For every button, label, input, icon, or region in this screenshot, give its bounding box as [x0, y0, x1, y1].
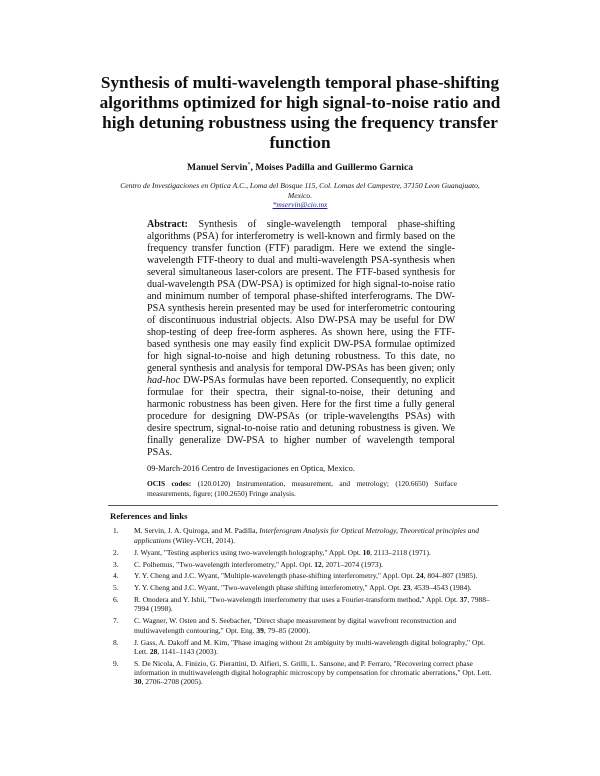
- reference-item: [113, 560, 493, 569]
- abstract-label: Abstract:: [147, 218, 188, 230]
- reference-volume: 30: [134, 677, 142, 687]
- reference-body: J. Gass, A. Dakoff and M. Kim, "Phase imaging without 2π ambiguity by multi-wavelength digital holography," Opt. Lett.: [134, 637, 486, 656]
- reference-number: 9.: [113, 658, 119, 668]
- reference-item: [113, 583, 493, 592]
- affiliation: Centro de Investigaciones en Optica A.C., Loma del Bosque 115, Col. Lomas del Campestre, 37150 Leon Guanajuato, Mexico.: [120, 181, 480, 200]
- reference-item: [113, 571, 493, 580]
- reference-tail: , 7988–7994 (1998).: [134, 595, 490, 614]
- reference-tail: , 79–85 (2000).: [263, 625, 311, 635]
- reference-volume: 37: [459, 595, 468, 605]
- abstract: [147, 219, 455, 460]
- reference-text: [134, 583, 493, 592]
- ocis-label: OCIS codes:: [147, 479, 192, 489]
- affiliation-block: [115, 181, 485, 210]
- reference-item: [113, 638, 493, 657]
- publication-date: 09-March-2016 Centro de Investigaciones en Optica, Mexico.: [147, 464, 355, 474]
- reference-text: [134, 560, 493, 569]
- authors: [0, 162, 600, 174]
- reference-volume: 23: [402, 583, 411, 593]
- reference-tail: , 804–807 (1985).: [423, 571, 478, 581]
- reference-body: M. Servin, J. A. Quiroga, and M. Padilla,: [134, 526, 260, 536]
- email-link[interactable]: *mservin@cio.mx: [272, 200, 328, 209]
- references-heading: References and links: [110, 511, 188, 522]
- reference-volume: 12: [314, 559, 322, 569]
- references-list: [113, 526, 493, 686]
- reference-number: 7.: [113, 616, 119, 626]
- reference-number: 6.: [113, 595, 119, 605]
- abstract-italic: had-hoc: [147, 375, 181, 387]
- reference-text: [134, 659, 493, 687]
- reference-number: 3.: [113, 559, 119, 569]
- reference-number: 5.: [113, 583, 119, 593]
- corresponding-mark: *: [247, 161, 251, 168]
- reference-text: [134, 548, 493, 557]
- reference-text: [134, 638, 493, 657]
- reference-volume: 39: [256, 625, 264, 635]
- reference-item: [113, 616, 493, 635]
- reference-text: [134, 571, 493, 580]
- ocis-codes: [147, 479, 457, 499]
- reference-number: 2.: [113, 547, 119, 557]
- reference-number: 8.: [113, 637, 119, 647]
- reference-item: [113, 659, 493, 687]
- reference-volume: 28: [149, 646, 158, 656]
- reference-item: [113, 595, 493, 614]
- reference-body: C. Polhemus, "Two-wavelength interferometry," Appl. Opt.: [134, 559, 315, 569]
- reference-volume: 24: [416, 571, 424, 581]
- section-divider: [108, 505, 498, 506]
- reference-body: J. Wyant, "Testing aspherics using two-wavelength holography," Appl. Opt.: [134, 547, 363, 557]
- author-1: Manuel Servin: [186, 162, 248, 173]
- reference-item: [113, 548, 493, 557]
- reference-text: [134, 616, 493, 635]
- reference-tail: , 2706–2708 (2005).: [141, 677, 203, 687]
- author-others: , Moises Padilla and Guillermo Garnica: [250, 162, 414, 173]
- reference-item: [113, 526, 493, 545]
- reference-volume: 10: [362, 547, 371, 557]
- reference-number: 1.: [113, 526, 119, 536]
- reference-text: [134, 526, 493, 545]
- ocis-text: (120.0120) Instrumentation, measurement, and metrology; (120.6650) Surface measurements, figure; (100.2650) Fringe analysis.: [147, 479, 457, 499]
- reference-number: 4.: [113, 571, 119, 581]
- reference-text: [134, 595, 493, 614]
- paper-title: Synthesis of multi-wavelength temporal phase-shifting algorithms optimized for high signal-to-noise ratio and high detuning robustness using the frequency transfer function: [99, 73, 501, 152]
- reference-body: R. Onodera and Y. Ishii, "Two-wavelength interferometry that uses a Fourier-transform method," Appl. Opt.: [134, 595, 460, 605]
- reference-tail: , 2113–2118 (1971).: [370, 547, 431, 557]
- reference-book-title: Interferogram Analysis for Optical Metrology, Theoretical principles and applications: [134, 526, 480, 545]
- reference-tail: (Wiley-VCH, 2014).: [171, 535, 235, 545]
- reference-body: Y. Y. Cheng and J.C. Wyant, "Multiple-wavelength phase-shifting interferometry," Appl. Opt.: [134, 571, 417, 581]
- reference-body: Y. Y. Cheng and J.C. Wyant, "Two-wavelength phase shifting interferometry," Appl. Opt.: [134, 583, 403, 593]
- reference-tail: , 4539–4543 (1984).: [410, 583, 472, 593]
- abstract-text-2: DW-PSAs formulas have been reported. Consequently, no explicit formulae for their spectra, their signal-to-noise, their detuning and harmonic robustness has been given. Here for the first time a fully general procedure for designing DW-PSAs (or triple-wavelengths PSAs) with desire spectrum, signal-to-noise ratio and detuning robustness is given. We finally generalize DW-PSA to higher number of wavelength temporal PSAs.: [147, 375, 455, 459]
- reference-body: S. De Nicola, A. Finizio, G. Pierattini, D. Alfieri, S. Grilli, L. Sansone, and P. Ferraro, "Recovering correct phase information in multiwavelength digital holographic microscopy by compensation for chromatic aberrations," Opt. Lett.: [134, 658, 492, 678]
- abstract-text-1: Synthesis of single-wavelength temporal phase-shifting algorithms (PSA) for interferometry is well-known and firmly based on the frequency transfer function (FTF) paradigm. Here we extend the single-wavelength FTF-theory to dual and multi-wavelength PSA-synthesis when several simultaneous laser-colors are present. The FTF-based synthesis for dual-wavelength PSA (DW-PSA) is optimized for high signal-to-noise ratio and minimum number of temporal phase-shifted interferograms. The DW-PSA synthesis herein presented may be used for interferometric contouring of discontinuous industrial objects. Also DW-PSA may be useful for DW shop-testing of deep free-form aspheres. As shown here, using the FTF-based synthesis one may easily find explicit DW-PSA formulae optimized for high signal-to-noise and high detuning robustness. To this date, no general synthesis and analysis for temporal DW-PSAs has been given; only: [147, 218, 455, 375]
- reference-tail: , 2071–2074 (1973).: [321, 559, 384, 569]
- reference-tail: , 1141–1143 (2003).: [157, 646, 219, 656]
- reference-body: C. Wagner, W. Osten and S. Seebacher, "Direct shape measurement by digital wavefront reconstruction and multiwavelength contouring," Opt. Eng.: [134, 616, 457, 635]
